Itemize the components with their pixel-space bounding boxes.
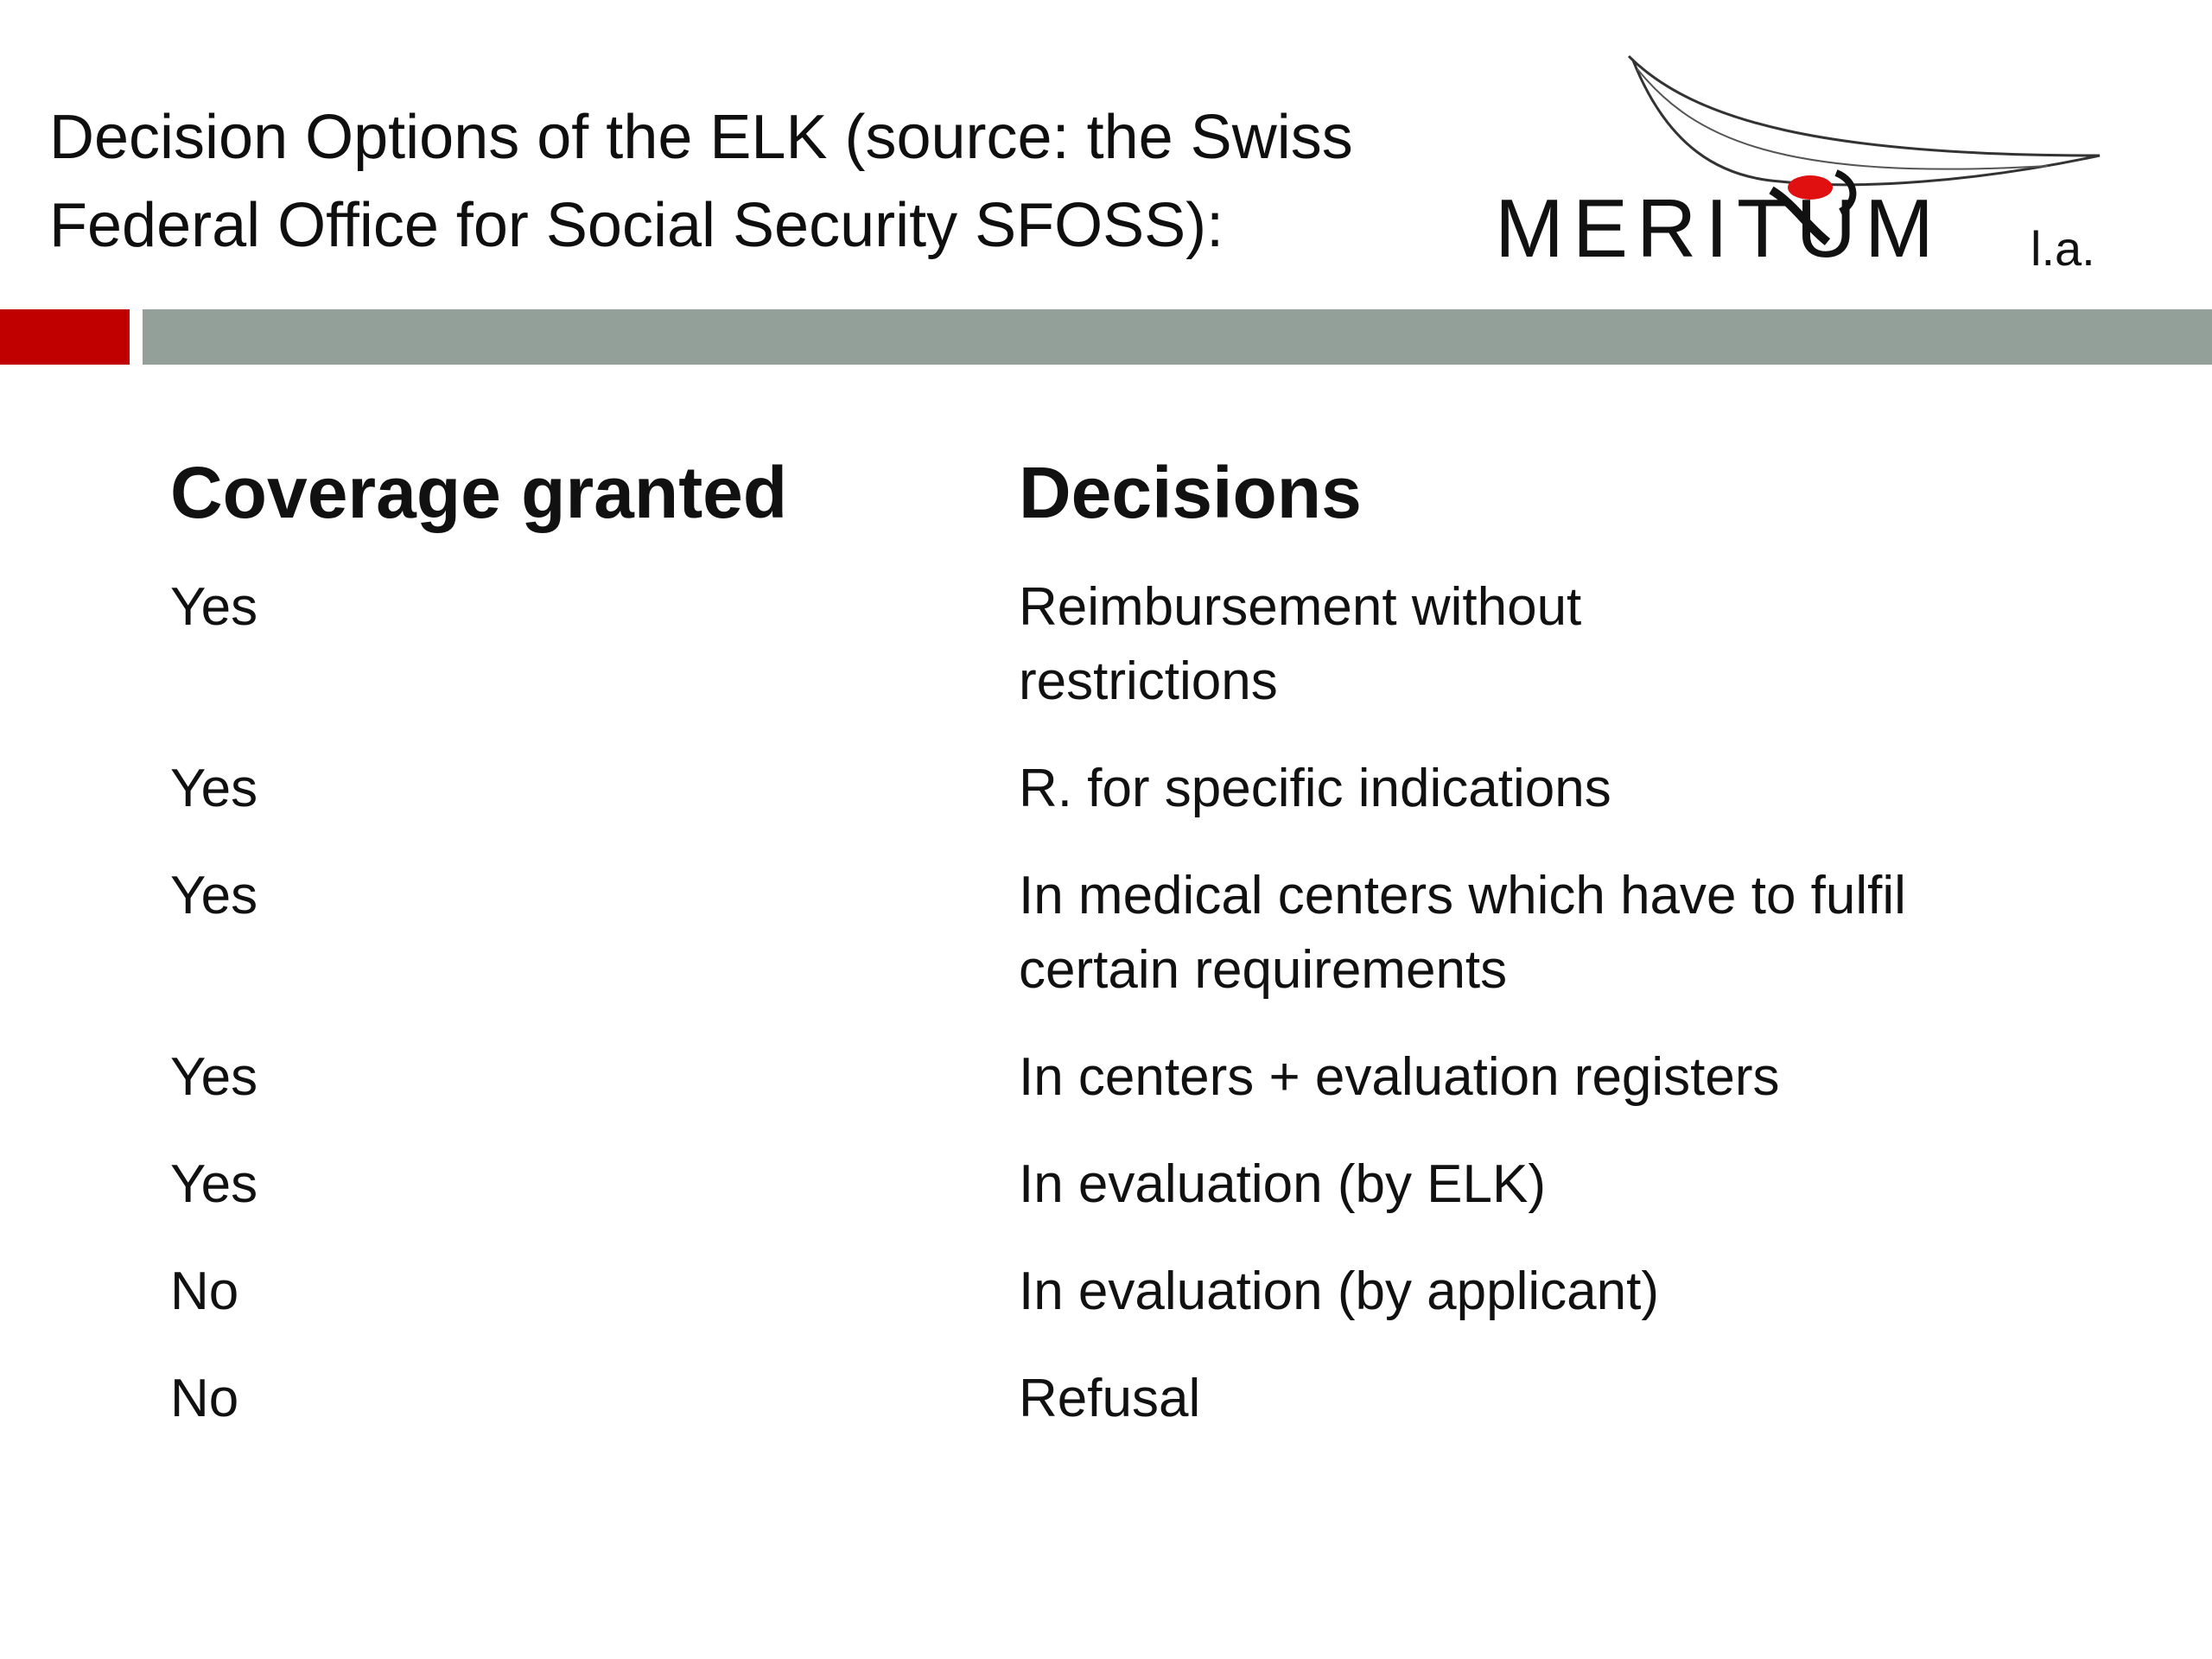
coverage-cell: No — [170, 1369, 239, 1428]
decision-cell: Reimbursement without restrictions — [1019, 577, 1582, 711]
table-row — [170, 859, 2071, 1040]
coverage-cell: No — [170, 1262, 239, 1321]
decision-cell: Refusal — [1019, 1369, 1201, 1428]
decision-cell: In evaluation (by ELK) — [1019, 1154, 1547, 1214]
slide-title-line-2: Federal Office for Social Security SFOSS): — [49, 191, 1224, 260]
table-row — [170, 1362, 2071, 1469]
table-row — [170, 570, 2071, 752]
slide-title — [49, 93, 1466, 270]
coverage-cell: Yes — [170, 1047, 258, 1107]
logo-wordmark: MERITUM — [1495, 182, 1942, 275]
header-decisions: Decisions — [1019, 452, 1362, 533]
table-row — [170, 1040, 2071, 1147]
accent-bar-red — [0, 309, 130, 365]
coverage-cell: Yes — [170, 577, 258, 637]
decision-cell: R. for specific indications — [1019, 759, 1611, 818]
slide-title-line-1: Decision Options of the ELK (source: the Swiss — [49, 103, 1353, 172]
table-header-row — [170, 449, 2071, 570]
coverage-cell: Yes — [170, 866, 258, 925]
logo-suffix: l.a. — [2031, 221, 2095, 276]
coverage-cell: Yes — [170, 1154, 258, 1214]
table-row — [170, 1147, 2071, 1255]
table-row — [170, 752, 2071, 859]
decision-cell: In medical centers which have to fulfil certain requirements — [1019, 866, 1906, 1000]
decision-cell: In evaluation (by applicant) — [1019, 1262, 1660, 1321]
decision-cell: In centers + evaluation registers — [1019, 1047, 1780, 1107]
table-row — [170, 1255, 2071, 1362]
decision-table — [170, 449, 2071, 1469]
header-coverage-granted: Coverage granted — [170, 452, 788, 533]
accent-bar-gray — [143, 309, 2212, 365]
meritum-logo — [1495, 52, 2143, 276]
coverage-cell: Yes — [170, 759, 258, 818]
